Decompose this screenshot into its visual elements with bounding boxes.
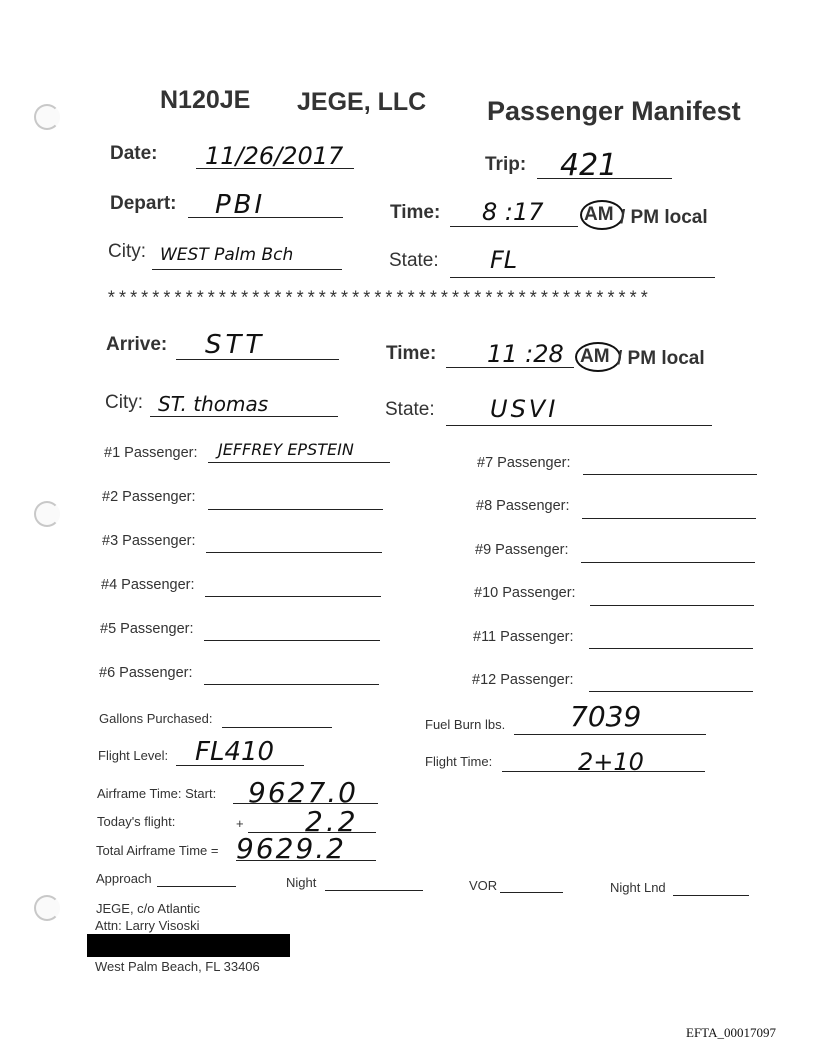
depart-value: PBI — [215, 190, 266, 220]
flight-level-label: Flight Level: — [98, 748, 169, 763]
arrive-time-label: Time: — [386, 343, 437, 364]
trip-value: 421 — [560, 148, 618, 183]
gallons-purchased-line — [222, 727, 332, 728]
address-line-1: JEGE, c/o Atlantic — [96, 901, 201, 916]
passenger-2-line — [208, 509, 383, 510]
passenger-11-label: #11 Passenger: — [473, 629, 574, 645]
depart-time-value: 8 :17 — [482, 198, 544, 226]
fuel-burn-line — [514, 734, 706, 735]
night-line — [325, 890, 423, 891]
depart-time-line — [450, 226, 578, 227]
todays-flight-value: 2.2 — [305, 805, 359, 838]
depart-state-line — [450, 277, 715, 278]
passenger-9-line — [581, 562, 755, 563]
depart-time-label: Time: — [390, 202, 441, 223]
total-airframe-label: Total Airframe Time = — [96, 843, 219, 858]
todays-flight-plus: + — [236, 816, 244, 831]
arrive-am-text: AM — [580, 346, 610, 367]
airframe-start-label: Airframe Time: Start: — [97, 786, 217, 801]
date-value: 11/26/2017 — [205, 142, 344, 170]
flight-time-value: 2+10 — [578, 748, 644, 776]
passenger-1-label: #1 Passenger: — [104, 445, 198, 461]
binder-hole-middle — [34, 501, 60, 527]
todays-flight-label: Today's flight: — [97, 814, 176, 829]
passenger-10-line — [590, 605, 754, 606]
arrive-city-line — [150, 416, 338, 417]
depart-label: Depart: — [110, 193, 177, 214]
passenger-3-label: #3 Passenger: — [102, 533, 196, 549]
binder-hole-top — [34, 104, 60, 130]
arrive-city-label: City: — [105, 392, 143, 413]
passenger-5-label: #5 Passenger: — [100, 621, 194, 637]
passenger-11-line — [589, 648, 753, 649]
passenger-4-label: #4 Passenger: — [101, 577, 195, 593]
depart-city-value: WEST Palm Bch — [160, 245, 294, 265]
night-lnd-line — [673, 895, 749, 896]
approach-label: Approach — [96, 871, 152, 886]
fuel-burn-value: 7039 — [570, 700, 642, 733]
page-title: Passenger Manifest — [487, 96, 741, 126]
date-label: Date: — [110, 143, 158, 164]
passenger-2-label: #2 Passenger: — [102, 489, 196, 505]
address-line-4: West Palm Beach, FL 33406 — [95, 959, 260, 974]
arrive-state-line — [446, 425, 712, 426]
depart-city-label: City: — [108, 241, 146, 262]
vor-label: VOR — [469, 878, 498, 893]
company-name: JEGE, LLC — [297, 88, 427, 116]
arrive-state-label: State: — [385, 399, 435, 420]
flight-time-label: Flight Time: — [425, 754, 493, 769]
passenger-6-line — [204, 684, 379, 685]
separator-asterisks: ************************************************* — [106, 290, 650, 310]
depart-am-text: AM — [584, 204, 614, 225]
arrive-state-value: USVI — [490, 395, 559, 423]
tail-number: N120JE — [160, 86, 251, 114]
passenger-3-line — [206, 552, 382, 553]
passenger-4-line — [205, 596, 381, 597]
redaction-bar — [87, 934, 290, 957]
passenger-12-line — [589, 691, 753, 692]
depart-pm-local: / PM local — [620, 207, 708, 228]
gallons-purchased-label: Gallons Purchased: — [99, 711, 213, 726]
arrive-pm-local: / PM local — [617, 348, 705, 369]
night-label: Night — [286, 875, 317, 890]
passenger-8-label: #8 Passenger: — [476, 498, 570, 514]
passenger-7-label: #7 Passenger: — [477, 455, 571, 471]
night-lnd-label: Night Lnd — [610, 880, 666, 895]
total-airframe-value: 9629.2 — [236, 832, 346, 865]
document-id: EFTA_00017097 — [686, 1025, 776, 1040]
passenger-7-line — [583, 474, 757, 475]
trip-label: Trip: — [485, 154, 527, 175]
depart-city-line — [152, 269, 342, 270]
airframe-start-value: 9627.0 — [248, 776, 358, 809]
depart-line — [188, 217, 343, 218]
passenger-5-line — [204, 640, 380, 641]
passenger-1-value: JEFFREY EPSTEIN — [218, 440, 354, 459]
passenger-8-line — [582, 518, 756, 519]
depart-state-label: State: — [389, 250, 439, 271]
flight-level-value: FL410 — [195, 737, 275, 767]
binder-hole-bottom — [34, 895, 60, 921]
passenger-1-line — [208, 462, 390, 463]
fuel-burn-label: Fuel Burn lbs. — [425, 717, 506, 732]
passenger-6-label: #6 Passenger: — [99, 665, 193, 681]
arrive-value: STT — [205, 330, 266, 360]
address-line-2: Attn: Larry Visoski — [95, 918, 200, 933]
arrive-time-value: 11 :28 — [487, 340, 564, 368]
passenger-12-label: #12 Passenger: — [472, 672, 574, 688]
approach-line — [157, 886, 236, 887]
arrive-label: Arrive: — [106, 334, 168, 355]
passenger-10-label: #10 Passenger: — [474, 585, 576, 601]
depart-state-value: FL — [490, 246, 518, 274]
passenger-9-label: #9 Passenger: — [475, 542, 569, 558]
vor-line — [500, 892, 563, 893]
arrive-city-value: ST. thomas — [158, 392, 269, 416]
